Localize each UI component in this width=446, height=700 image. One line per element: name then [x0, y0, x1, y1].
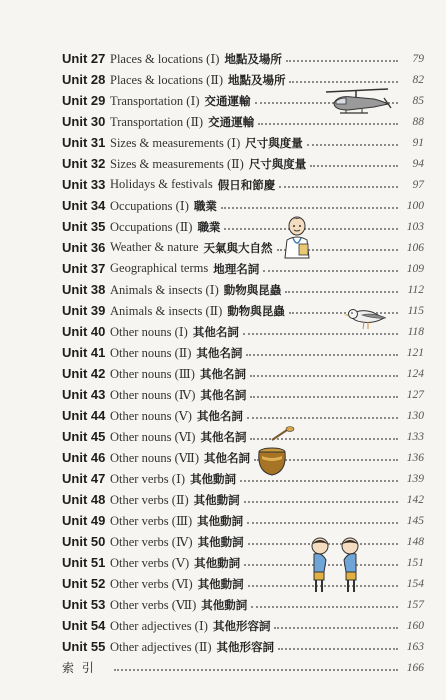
unit-title-chinese: 其他名詞: [199, 366, 246, 381]
page-number: 160: [406, 619, 424, 632]
unit-title-chinese: 尺寸與度量: [245, 135, 303, 150]
page-number: 115: [407, 304, 424, 317]
leader-dots: [286, 59, 398, 62]
unit-number: Unit 45: [62, 429, 106, 444]
page-number: 151: [406, 556, 424, 569]
page-number: 100: [406, 199, 424, 212]
unit-title-chinese: 其他動詞: [194, 555, 241, 570]
page-number: 142: [406, 493, 424, 506]
toc-row[interactable]: [0, 594, 446, 615]
unit-title-chinese: 動物與昆蟲: [227, 303, 285, 318]
unit-number: Unit 35: [62, 219, 106, 234]
page-number: 148: [406, 535, 424, 548]
page-number: 163: [406, 640, 424, 653]
unit-number: Unit 38: [62, 282, 106, 297]
toc-row[interactable]: [0, 552, 446, 573]
leader-dots: [221, 206, 398, 209]
unit-title: Places & locations (Ⅰ): [110, 51, 220, 66]
unit-number: Unit 43: [62, 387, 106, 402]
unit-number: Unit 29: [62, 93, 106, 108]
unit-title: Other adjectives (Ⅱ): [110, 639, 212, 654]
leader-dots: [250, 395, 398, 398]
page-number: 127: [406, 388, 424, 401]
unit-number: Unit 27: [62, 51, 106, 66]
page-number: 121: [406, 346, 424, 359]
page-number: 124: [406, 367, 424, 380]
page-number: 112: [407, 283, 424, 296]
toc-row[interactable]: [0, 468, 446, 489]
leader-dots: [279, 185, 398, 188]
unit-number: Unit 42: [62, 366, 106, 381]
unit-number: Unit 46: [62, 450, 106, 465]
page-number: 97: [412, 178, 424, 191]
unit-title-chinese: 其他動詞: [190, 471, 237, 486]
unit-title-chinese: 天氣與大自然: [203, 240, 273, 255]
unit-title: Other verbs (Ⅲ): [110, 513, 193, 528]
unit-title-chinese: 交通運輸: [204, 93, 251, 108]
page-number: 130: [406, 409, 424, 422]
table-of-contents: [0, 48, 446, 678]
unit-title: Other nouns (Ⅱ): [110, 345, 192, 360]
page-number: 79: [412, 52, 424, 65]
unit-number: Unit 37: [62, 261, 106, 276]
leader-dots: [250, 374, 398, 377]
unit-title: Other verbs (Ⅵ): [110, 576, 193, 591]
toc-row[interactable]: [0, 426, 446, 447]
unit-title-chinese: 其他動詞: [197, 534, 244, 549]
unit-title-chinese: 其他形容詞: [212, 618, 271, 633]
leader-dots: [243, 332, 398, 335]
leader-dots: [240, 479, 398, 482]
unit-title-chinese: 地點及場所: [224, 51, 282, 66]
unit-number: Unit 41: [62, 345, 106, 360]
unit-number: Unit 50: [62, 534, 106, 549]
unit-title-chinese: 假日和節慶: [217, 177, 276, 192]
toc-row[interactable]: [0, 531, 446, 552]
unit-title-chinese: 其他名詞: [204, 450, 251, 465]
toc-row[interactable]: [0, 510, 446, 531]
toc-row[interactable]: [0, 405, 446, 426]
page-number: 94: [412, 157, 424, 170]
leader-dots: [114, 668, 398, 671]
page-number: 157: [406, 598, 424, 611]
unit-number: Unit 53: [62, 597, 106, 612]
leader-dots: [289, 80, 398, 83]
leader-dots: [258, 122, 398, 125]
unit-title: Transportation (Ⅰ): [110, 93, 200, 108]
unit-title: Other nouns (Ⅵ): [110, 429, 196, 444]
unit-title-chinese: 其他名詞: [200, 429, 247, 444]
leader-dots: [285, 290, 398, 293]
unit-number: Unit 54: [62, 618, 106, 633]
unit-title-chinese: 職業: [197, 219, 221, 234]
toc-row[interactable]: [0, 132, 446, 153]
page-number: 133: [406, 430, 424, 443]
toc-row[interactable]: [0, 195, 446, 216]
unit-title: Weather & nature: [110, 240, 199, 254]
toc-row[interactable]: [0, 279, 446, 300]
unit-number: Unit 55: [62, 639, 106, 654]
unit-title: Other nouns (Ⅲ): [110, 366, 195, 381]
toc-row[interactable]: [0, 384, 446, 405]
unit-number: Unit 51: [62, 555, 106, 570]
unit-title: Other verbs (Ⅳ): [110, 534, 193, 549]
unit-title-chinese: 尺寸與度量: [248, 156, 307, 171]
toc-row[interactable]: [0, 153, 446, 174]
unit-title-chinese: 交通運輸: [208, 114, 255, 129]
unit-title-chinese: 其他名詞: [192, 324, 239, 339]
bowing-children-illustration: [300, 532, 372, 598]
unit-title: Other nouns (Ⅳ): [110, 387, 196, 402]
unit-title: Other verbs (Ⅶ): [110, 597, 197, 612]
index-label: 索 引: [62, 661, 96, 675]
unit-title-chinese: 其他名詞: [196, 345, 243, 360]
unit-number: Unit 39: [62, 303, 106, 318]
toc-row[interactable]: [0, 258, 446, 279]
unit-number: Unit 33: [62, 177, 106, 192]
unit-title: Occupations (Ⅰ): [110, 198, 189, 213]
toc-index-row[interactable]: [0, 657, 446, 678]
page-number: 154: [406, 577, 424, 590]
toc-row[interactable]: [0, 216, 446, 237]
leader-dots: [247, 416, 398, 419]
unit-title: Sizes & measurements (Ⅱ): [110, 156, 244, 171]
unit-title: Geographical terms: [110, 261, 209, 275]
leader-dots: [307, 143, 398, 146]
unit-number: Unit 47: [62, 471, 106, 486]
unit-title: Animals & insects (Ⅰ): [110, 282, 219, 297]
toc-row[interactable]: [0, 573, 446, 594]
toc-row[interactable]: [0, 447, 446, 468]
unit-title-chinese: 其他名詞: [200, 387, 247, 402]
unit-title: Other verbs (Ⅴ): [110, 555, 190, 570]
leader-dots: [278, 647, 398, 650]
page-number: 106: [406, 241, 424, 254]
unit-title-chinese: 地點及場所: [227, 72, 286, 87]
unit-number: Unit 40: [62, 324, 106, 339]
unit-title-chinese: 其他動詞: [197, 576, 244, 591]
doctor-illustration: [279, 214, 315, 260]
unit-number: Unit 34: [62, 198, 106, 213]
toc-row[interactable]: [0, 636, 446, 657]
unit-title: Occupations (Ⅱ): [110, 219, 193, 234]
unit-title-chinese: 動物與昆蟲: [223, 282, 282, 297]
leader-dots: [251, 605, 398, 608]
unit-title: Sizes & measurements (Ⅰ): [110, 135, 241, 150]
unit-title-chinese: 地理名詞: [213, 261, 260, 276]
unit-number: Unit 32: [62, 156, 106, 171]
unit-title: Places & locations (Ⅱ): [110, 72, 223, 87]
unit-number: Unit 36: [62, 240, 106, 255]
toc-row[interactable]: [0, 615, 446, 636]
page-number: 109: [406, 262, 424, 275]
unit-title: Animals & insects (Ⅱ): [110, 303, 223, 318]
page-number: 103: [406, 220, 424, 233]
seagull-illustration: [344, 302, 396, 332]
page-number: 145: [406, 514, 424, 527]
unit-title: Other nouns (Ⅴ): [110, 408, 192, 423]
index-page-number: 166: [406, 661, 424, 674]
unit-title-chinese: 職業: [193, 198, 217, 213]
leader-dots: [263, 269, 398, 272]
unit-title-chinese: 其他名詞: [196, 408, 243, 423]
toc-row[interactable]: [0, 237, 446, 258]
toc-row[interactable]: [0, 174, 446, 195]
unit-title-chinese: 其他形容詞: [216, 639, 275, 654]
unit-title: Other verbs (Ⅱ): [110, 492, 189, 507]
unit-number: Unit 31: [62, 135, 106, 150]
unit-title: Other nouns (Ⅶ): [110, 450, 200, 465]
unit-number: Unit 44: [62, 408, 106, 423]
page-number: 136: [406, 451, 424, 464]
leader-dots: [274, 626, 398, 629]
helicopter-illustration: [322, 86, 394, 120]
page-number: 91: [412, 136, 424, 149]
honey-pot-illustration: [256, 426, 296, 478]
unit-title: Other verbs (Ⅰ): [110, 471, 186, 486]
leader-dots: [310, 164, 398, 167]
leader-dots: [244, 500, 398, 503]
unit-title-chinese: 其他動詞: [197, 513, 244, 528]
unit-number: Unit 28: [62, 72, 106, 87]
unit-title-chinese: 其他動詞: [201, 597, 248, 612]
page-number: 88: [412, 115, 424, 128]
page-number: 139: [406, 472, 424, 485]
toc-rows: [0, 48, 446, 657]
toc-row[interactable]: [0, 363, 446, 384]
toc-row[interactable]: [0, 48, 446, 69]
unit-number: Unit 52: [62, 576, 106, 591]
unit-title: Transportation (Ⅱ): [110, 114, 204, 129]
unit-number: Unit 48: [62, 492, 106, 507]
unit-title: Holidays & festivals: [110, 177, 213, 191]
page-number: 118: [407, 325, 424, 338]
leader-dots: [246, 353, 398, 356]
page-number: 85: [412, 94, 424, 107]
unit-title: Other adjectives (Ⅰ): [110, 618, 208, 633]
toc-row[interactable]: [0, 489, 446, 510]
unit-title: Other nouns (Ⅰ): [110, 324, 188, 339]
page-number: 82: [412, 73, 424, 86]
unit-number: Unit 30: [62, 114, 106, 129]
unit-title-chinese: 其他動詞: [193, 492, 240, 507]
leader-dots: [247, 521, 398, 524]
unit-number: Unit 49: [62, 513, 106, 528]
toc-row[interactable]: [0, 342, 446, 363]
